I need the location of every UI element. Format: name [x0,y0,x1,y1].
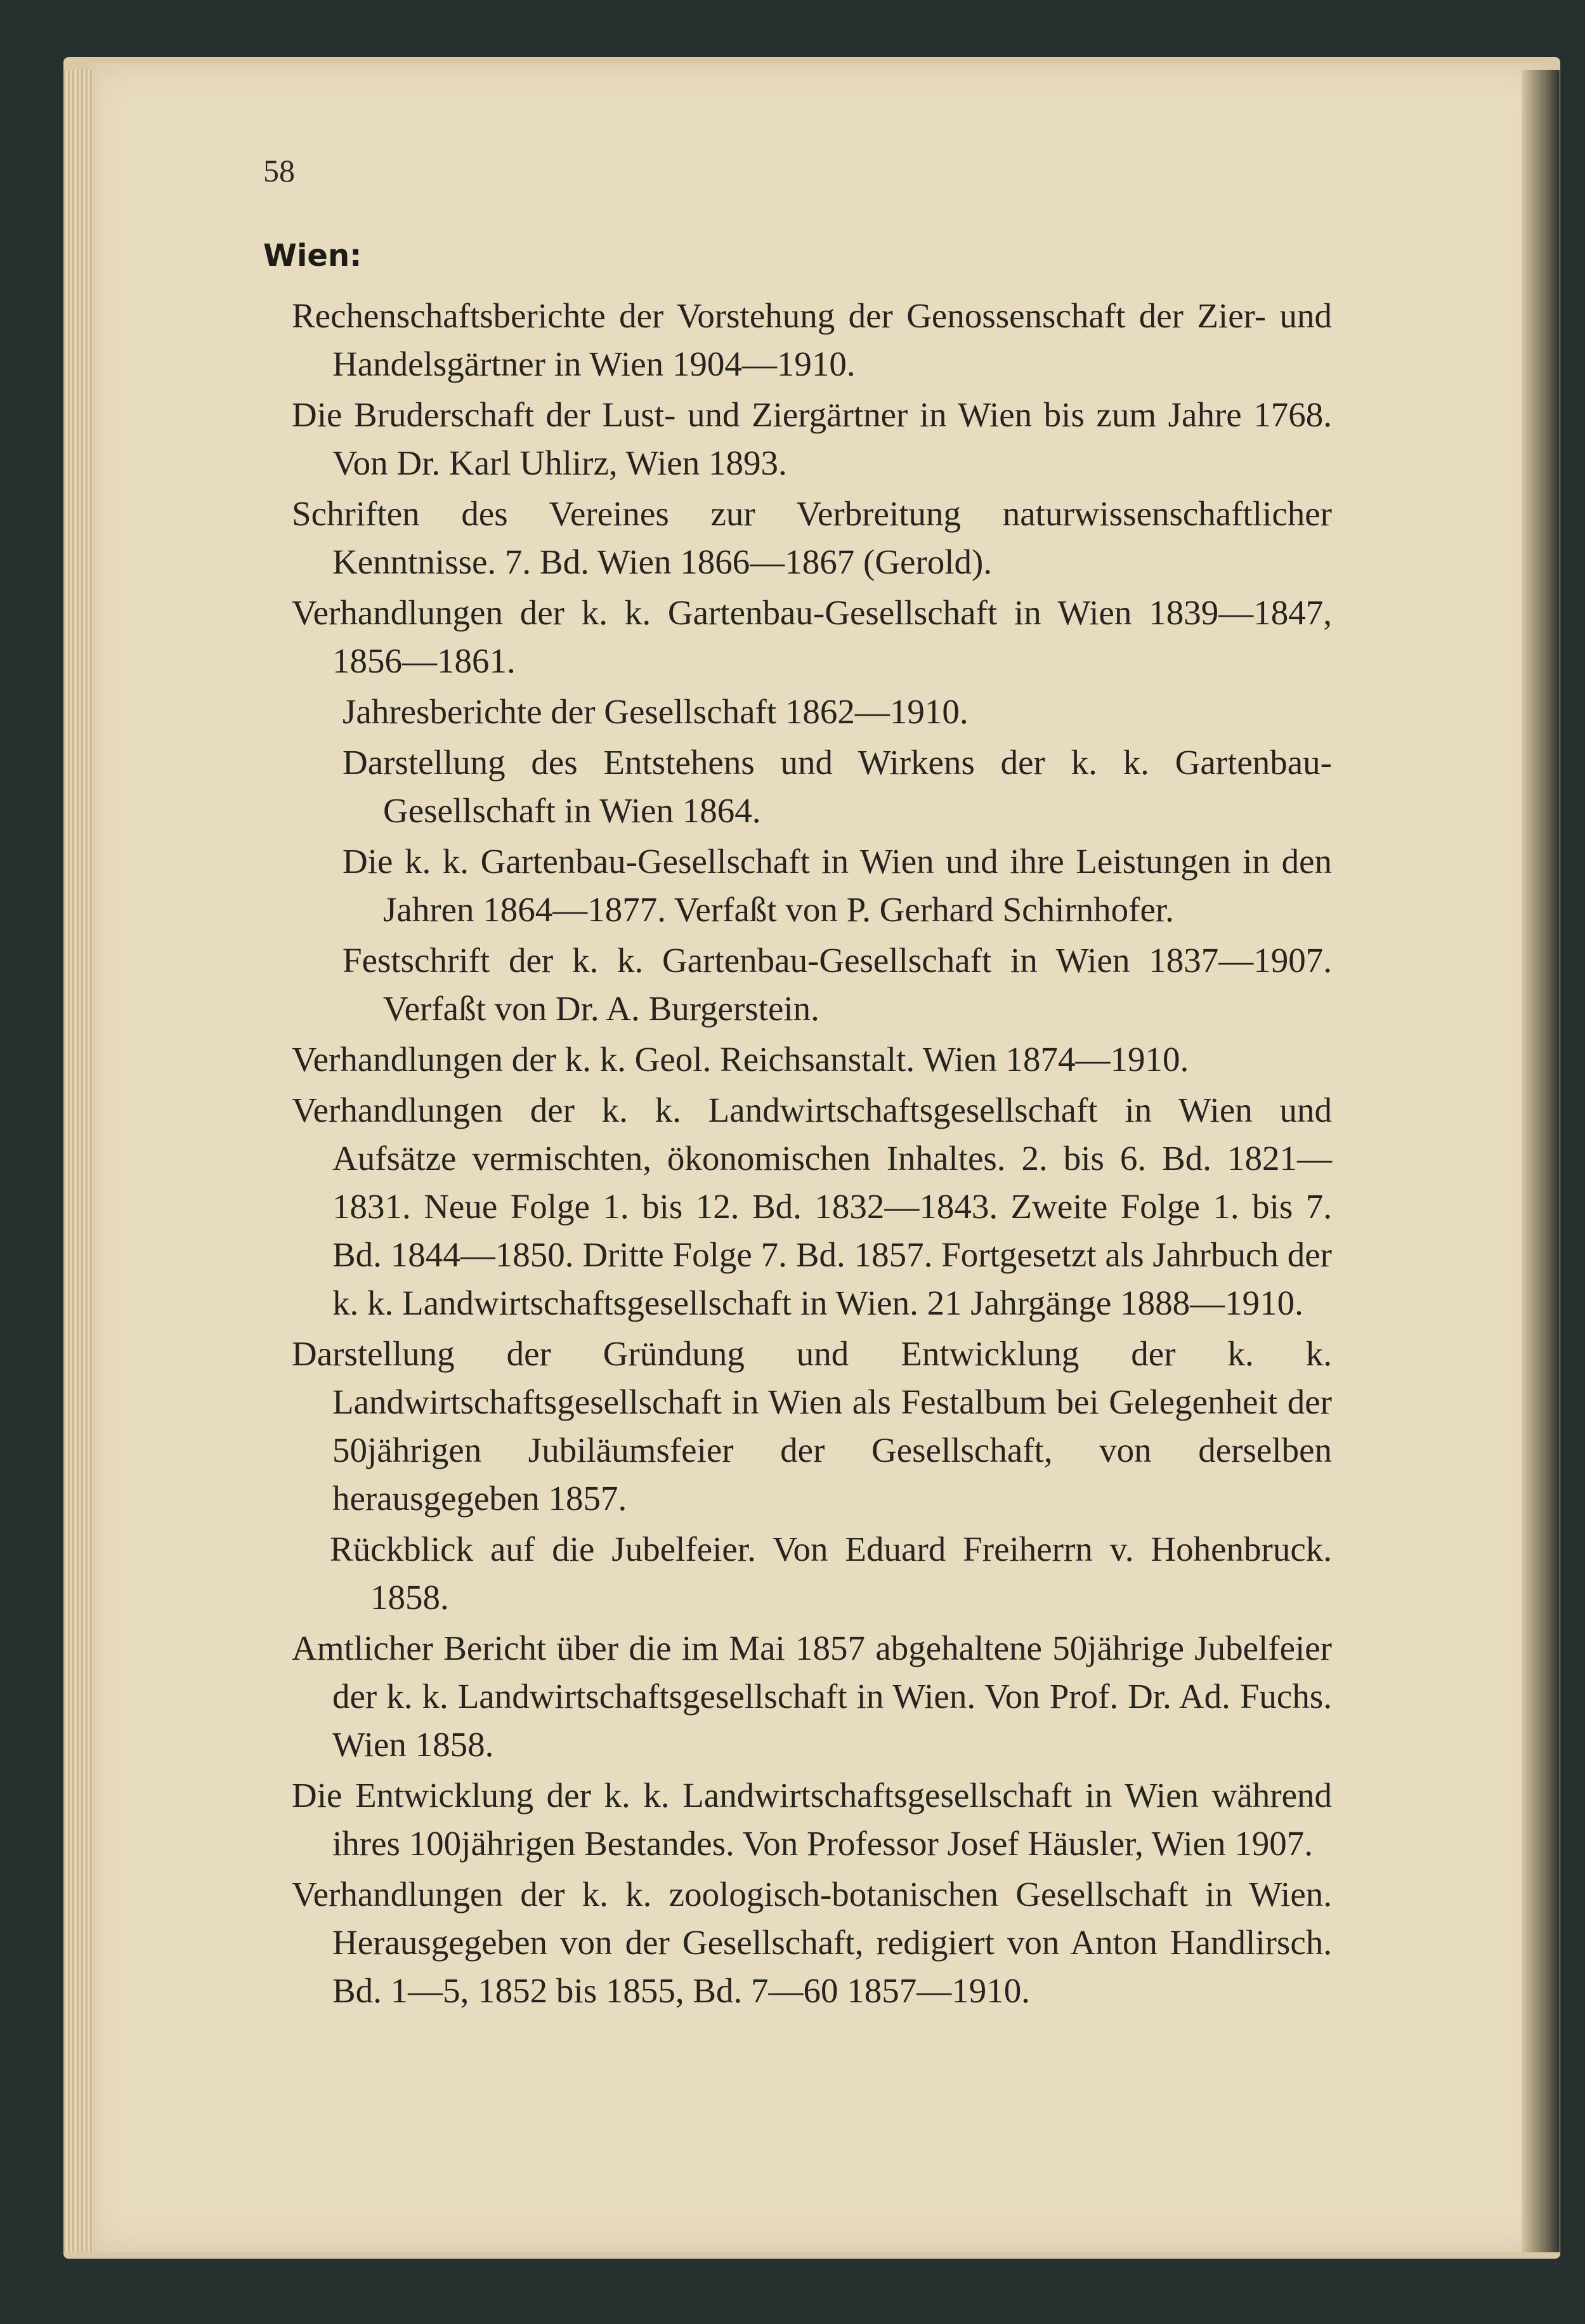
bibliography-subentry: Die k. k. Gartenbau-Gesellschaft in Wien und ihre Leistungen in den Jahren 1864—1877. Verfaßt von P. Gerhard Schirnhofer. [342,842,1332,929]
bibliography-entry: Rechenschaftsberichte der Vorstehung der Genossenschaft der Zier- und Handelsgärtner in Wien 1904—1910. [292,296,1332,383]
stacked-page-edges [63,70,95,2252]
bibliography-entry: Verhandlungen der k. k. Landwirtschaftsgesellschaft in Wien und Aufsätze vermischten, ökonomischen Inhaltes. 2. bis 6. Bd. 1821—1831. Neue Folge 1. bis 12. Bd. 1832—1843. Zweite Folge 1. bis 7. Bd. 1844—1850. Dritte Folge 7. Bd. 1857. Fortgesetzt als Jahrbuch der k. k. Landwirtschaftsgesellschaft in Wien. 21 Jahrgänge 1888—1910. [292,1091,1332,1322]
bibliography-list [292,292,1332,2018]
bibliography-subentry: Festschrift der k. k. Gartenbau-Gesellschaft in Wien 1837—1907. Verfaßt von Dr. A. Burgerstein. [342,941,1332,1028]
bibliography-entry: Verhandlungen der k. k. zoologisch-botanischen Gesellschaft in Wien. Herausgegeben von der Gesellschaft, redigiert von Anton Handlirsch. Bd. 1—5, 1852 bis 1855, Bd. 7—60 1857—1910. [292,1875,1332,2010]
page-number: 58 [263,153,295,188]
bibliography-subentry: Darstellung des Entstehens und Wirkens der k. k. Gartenbau-Gesellschaft in Wien 1864. [342,743,1332,830]
bibliography-subentry: Rückblick auf die Jubelfeier. Von Eduard Freiherrn v. Hohenbruck. 1858. [330,1530,1332,1617]
book-gutter [1522,70,1560,2252]
bibliography-entry: Die Entwicklung der k. k. Landwirtschaftsgesellschaft in Wien während ihres 100jährigen Bestandes. Von Professor Josef Häusler, Wien 1907. [292,1776,1332,1863]
bibliography-entry: Die Bruderschaft der Lust- und Ziergärtner in Wien bis zum Jahre 1768. Von Dr. Karl Uhlirz, Wien 1893. [292,395,1332,482]
bibliography-subentry: Jahresberichte der Gesellschaft 1862—1910. [342,692,969,731]
bibliography-entry: Amtlicher Bericht über die im Mai 1857 abgehaltene 50jährige Jubelfeier der k. k. Landwirtschaftsgesellschaft in Wien. Von Prof. Dr. Ad. Fuchs. Wien 1858. [292,1629,1332,1764]
bibliography-entry: Schriften des Vereines zur Verbreitung naturwissenschaftlicher Kenntnisse. 7. Bd. Wien 1866—1867 (Gerold). [292,494,1332,581]
section-heading: Wien: [263,238,362,273]
bibliography-entry: Darstellung der Gründung und Entwicklung der k. k. Landwirtschaftsgesellschaft in Wien als Festalbum bei Gelegenheit der 50jährigen Jubiläumsfeier der Gesellschaft, von derselben herausgegeben 1857. [292,1334,1332,1518]
bibliography-entry: Verhandlungen der k. k. Geol. Reichsanstalt. Wien 1874—1910. [292,1040,1189,1079]
bibliography-entry: Verhandlungen der k. k. Gartenbau-Gesellschaft in Wien 1839—1847, 1856—1861. [292,593,1332,680]
